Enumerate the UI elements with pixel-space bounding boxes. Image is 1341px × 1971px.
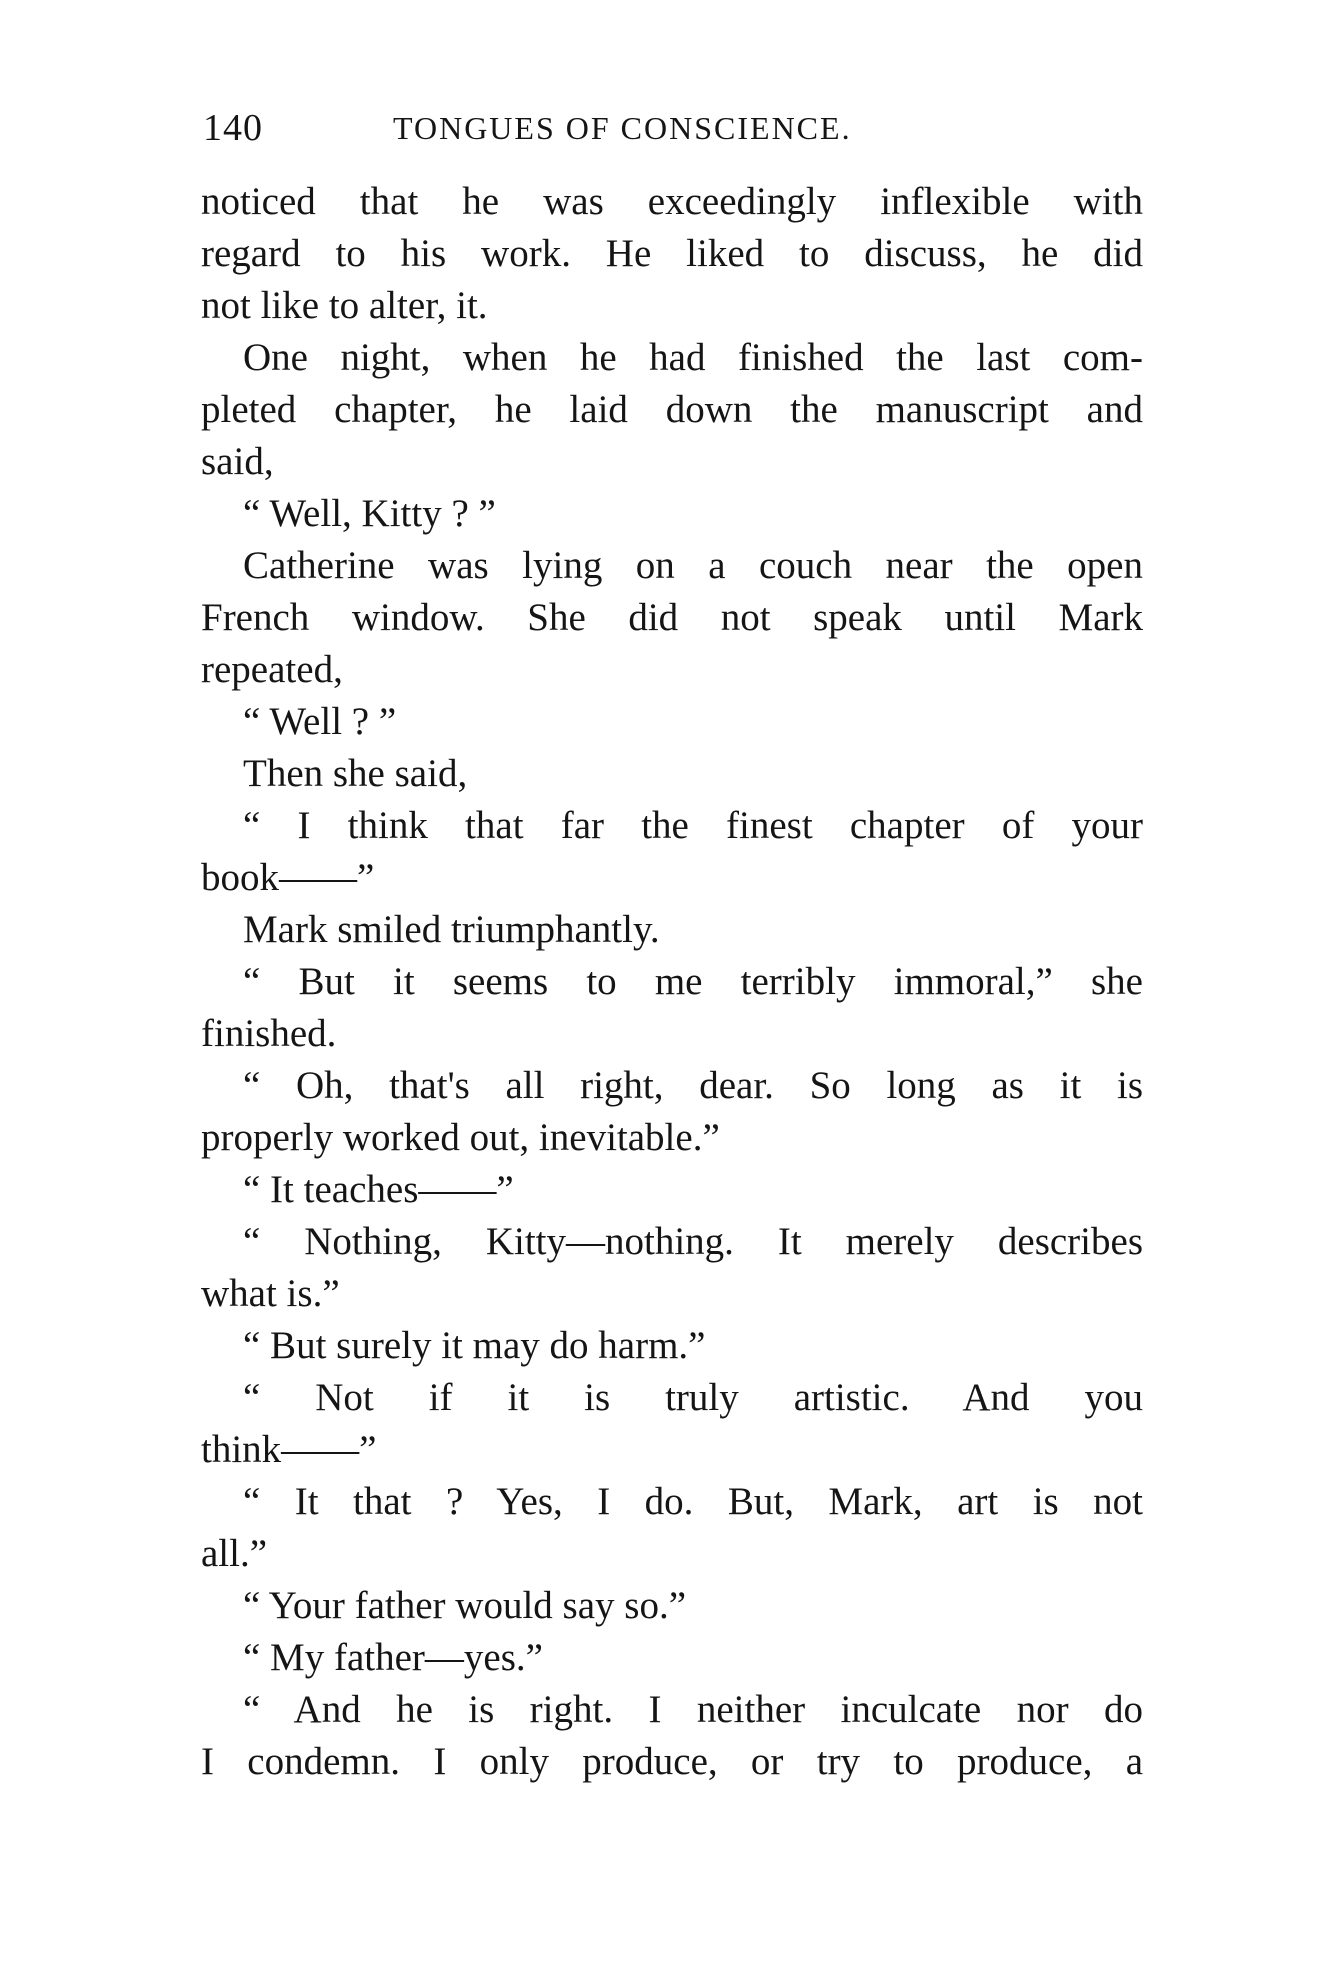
text-line: what is.” (201, 1272, 340, 1315)
text-line: “ Oh, that's all right, dear. So long as it is (243, 1064, 1143, 1107)
text-line: noticed that he was exceedingly inflexible with (201, 180, 1143, 223)
text-line: Mark smiled triumphantly. (243, 908, 660, 951)
page-number: 140 (203, 107, 263, 149)
text-line: I condemn. I only produce, or try to produce, a (201, 1740, 1143, 1783)
text-line: “ Nothing, Kitty––nothing. It merely describes (243, 1220, 1143, 1263)
text-line: “ It teaches——” (243, 1168, 514, 1211)
text-line: “ But surely it may do harm.” (243, 1324, 706, 1367)
text-line: “ Not if it is truly artistic. And you (243, 1376, 1143, 1419)
running-title: TONGUES OF CONSCIENCE. (393, 110, 852, 146)
text-line: “ And he is right. I neither inculcate nor do (243, 1688, 1143, 1731)
text-line: “ My father—yes.” (243, 1636, 543, 1679)
text-line: “ It that ? Yes, I do. But, Mark, art is not (243, 1480, 1143, 1523)
text-line: Then she said, (243, 752, 468, 795)
text-line: think——” (201, 1428, 377, 1471)
text-line: said, (201, 440, 274, 483)
text-line: pleted chapter, he laid down the manuscript and (201, 388, 1143, 431)
page-header (203, 98, 1143, 158)
text-line: properly worked out, inevitable.” (201, 1116, 720, 1159)
text-line: “ Your father would say so.” (243, 1584, 687, 1627)
text-line: Catherine was lying on a couch near the open (243, 544, 1143, 587)
text-line: “ Well ? ” (243, 700, 397, 743)
text-line: One night, when he had finished the last com- (243, 336, 1143, 379)
text-line: regard to his work. He liked to discuss, he did (201, 232, 1143, 275)
text-line: book——” (201, 856, 375, 899)
text-line: French window. She did not speak until Mark (201, 596, 1143, 639)
text-line: “ But it seems to me terribly immoral,” she (243, 960, 1143, 1003)
text-line: not like to alter, it. (201, 284, 488, 327)
text-line: repeated, (201, 648, 343, 691)
text-line: finished. (201, 1012, 337, 1055)
text-line: “ I think that far the finest chapter of your (243, 804, 1143, 847)
text-line: all.” (201, 1532, 268, 1575)
text-line: “ Well, Kitty ? ” (243, 492, 496, 535)
